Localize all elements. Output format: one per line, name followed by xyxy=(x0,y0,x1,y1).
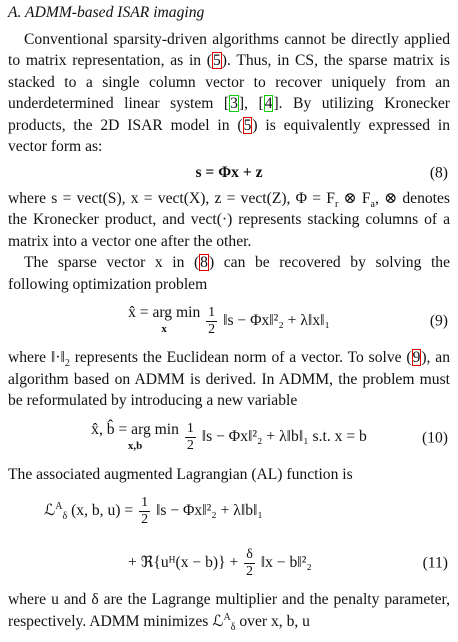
superscript: A xyxy=(223,611,231,623)
paragraph-euclidean-norm xyxy=(8,347,450,412)
equation-9 xyxy=(8,295,450,347)
text: represents the Euclidean norm of a vector. To solve ( xyxy=(69,349,412,366)
numerator: δ xyxy=(246,546,253,562)
equation-body: s = Φx + z xyxy=(195,163,263,181)
citation-3[interactable]: 3 xyxy=(230,95,238,112)
text: x,b xyxy=(127,439,143,452)
subscript: 2 xyxy=(64,358,70,370)
section-heading: A. ADMM-based ISAR imaging xyxy=(8,4,205,21)
text: where ‖·‖ xyxy=(8,349,65,366)
equation-body xyxy=(8,421,450,454)
equation-number: (8) xyxy=(429,163,448,181)
text: ), an algorithm based on ADMM is derived. In ADMM, the problem must be reformulated by introducing a new variable xyxy=(8,349,450,409)
text: , ⊗ denotes the Kronecker product, and vect(·) represents stacking columns of a matrix into a vector one after the other. xyxy=(8,189,450,250)
fraction xyxy=(244,547,255,580)
equation-reference-5[interactable]: 5 xyxy=(243,116,252,134)
equation-reference-5[interactable]: 5 xyxy=(213,52,221,69)
equation-number: (9) xyxy=(429,312,448,330)
text: where s = vect(S), x = vect(X), z = vect(Z), Φ = F xyxy=(8,189,335,207)
text: x xyxy=(161,323,167,335)
paragraph-augmented-lagrangian: The associated augmented Lagrangian (AL) function is xyxy=(8,465,353,483)
subscript: δ xyxy=(230,621,236,633)
fraction xyxy=(185,421,196,454)
text: ]. By utilizing Kronecker products, the 2D ISAR model in ( xyxy=(8,95,450,134)
equation-body xyxy=(8,547,450,580)
paragraph-admm-minimizes xyxy=(8,589,450,632)
denominator: 2 xyxy=(141,511,149,527)
equation-10 xyxy=(8,412,450,464)
paragraph-sparse-vector xyxy=(8,252,450,295)
text: ‖s − Φx‖²₂ + λ‖x‖₁ xyxy=(223,311,330,329)
subscript: δ xyxy=(62,510,68,522)
text: x̂ = arg min xyxy=(128,304,201,321)
equation-reference-9[interactable]: 9 xyxy=(412,349,421,366)
text: ℒ xyxy=(44,501,56,519)
subscript: r xyxy=(334,198,339,210)
numerator: 1 xyxy=(186,421,194,436)
equation-body xyxy=(8,305,450,338)
equation-body xyxy=(8,495,450,528)
text: ) can be recovered by solving the following optimization problem xyxy=(8,254,450,293)
numerator: 1 xyxy=(141,494,149,510)
argmin-operator xyxy=(128,305,200,337)
text: (x, b, u) = xyxy=(71,501,134,519)
argmin-operator xyxy=(91,422,179,454)
equation-number: (10) xyxy=(422,428,448,446)
text: ], [ xyxy=(238,95,264,112)
text: ℒ xyxy=(212,612,224,630)
subscript: a xyxy=(370,198,375,210)
denominator: 2 xyxy=(186,438,194,453)
equation-number: (11) xyxy=(422,554,448,572)
superscript: A xyxy=(55,500,63,512)
equation-11-line2 xyxy=(8,537,450,589)
numerator: 1 xyxy=(208,304,216,320)
denominator: 2 xyxy=(246,563,253,579)
equation-reference-8[interactable]: 8 xyxy=(200,254,208,271)
text: ). Thus, in CS, the sparse matrix is stacked to a single column vector to recover uniquely from an underdetermined linear system [ xyxy=(8,52,450,112)
equation-8 xyxy=(8,158,450,188)
text: Conventional sparsity-driven algorithms cannot be directly applied to matrix representation, as in ( xyxy=(8,30,450,69)
text: ‖s − Φx‖²₂ + λ‖b‖₁ xyxy=(155,501,263,519)
text: ⊗ F xyxy=(338,189,371,207)
fraction xyxy=(139,495,150,528)
equation-11-line1 xyxy=(8,485,450,537)
fraction xyxy=(206,305,217,338)
citation-4[interactable]: 4 xyxy=(264,95,273,112)
text: where u and δ are the Lagrange multiplier and the penalty parameter, respectively. ADMM minimizes xyxy=(8,591,450,630)
paragraph-vect-definition xyxy=(8,188,450,253)
text: The sparse vector x in ( xyxy=(24,254,200,271)
text: ‖x − b‖²₂ xyxy=(260,553,312,571)
text: over x, b, u xyxy=(235,612,310,630)
text: ‖s − Φx‖²₂ + λ‖b‖₁ s.t. x = b xyxy=(201,428,367,446)
paragraph-intro xyxy=(8,29,450,158)
text: ) is equivalently expressed in vector form as: xyxy=(8,116,450,155)
denominator: 2 xyxy=(208,321,216,337)
text: x̂, b̂ = arg min xyxy=(91,420,179,438)
text: + ℜ{uᴴ(x − b)} + xyxy=(128,553,239,571)
